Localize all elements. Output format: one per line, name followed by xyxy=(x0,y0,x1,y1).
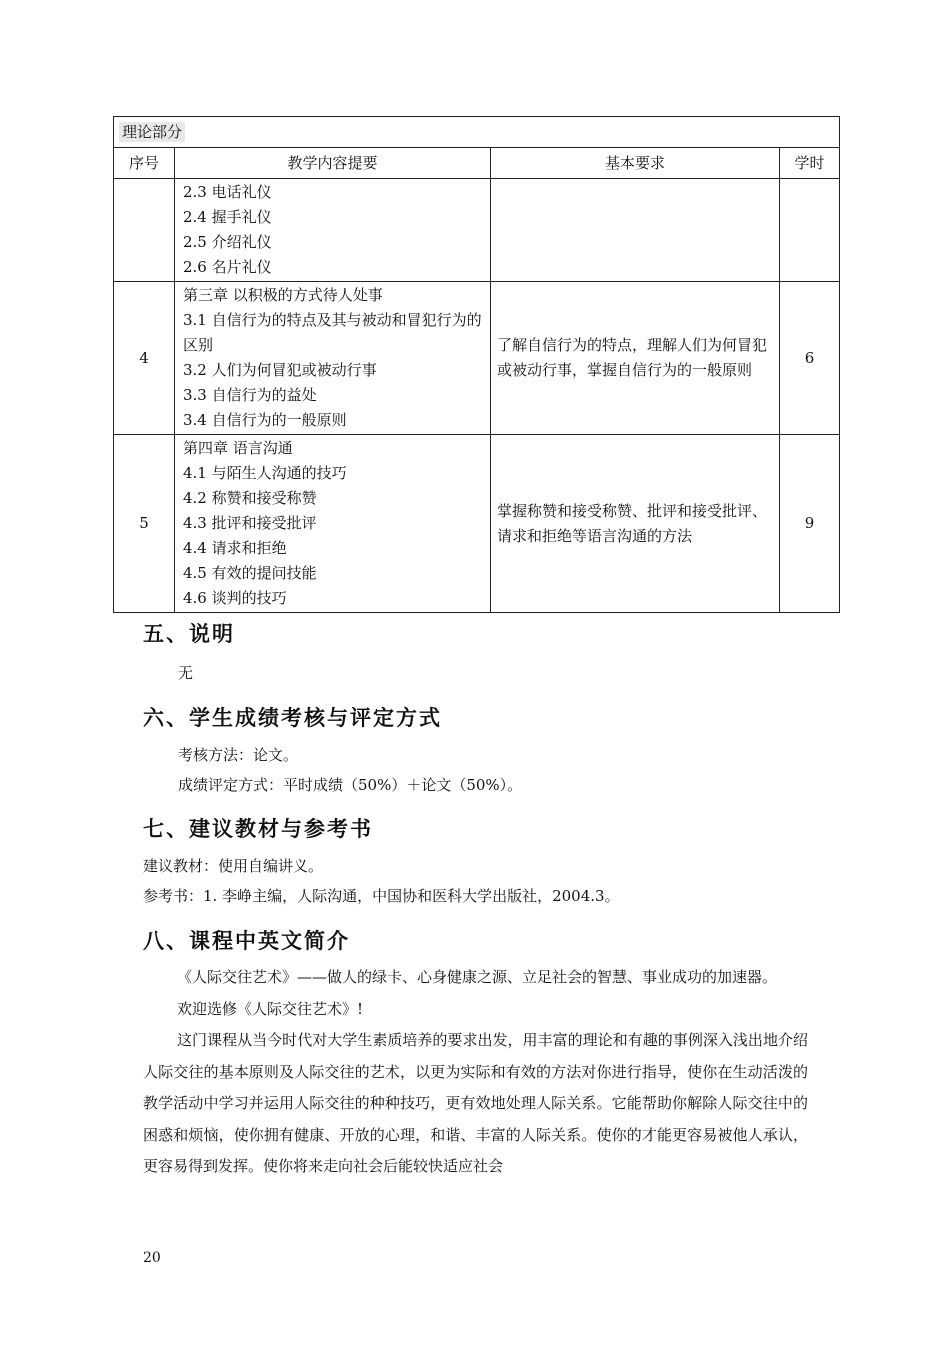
section-label: 理论部分 xyxy=(119,122,185,142)
content-line: 2.3 电话礼仪 xyxy=(183,183,272,201)
section-8-heading: 八、课程中英文简介 xyxy=(143,929,350,953)
row-index: 4 xyxy=(114,282,175,435)
table-section-row xyxy=(114,117,840,148)
row-index xyxy=(114,179,175,282)
row-hours xyxy=(780,179,840,282)
page-number: 20 xyxy=(143,1250,161,1266)
content-line: 4.5 有效的提问技能 xyxy=(183,564,317,582)
content-line: 4.3 批评和接受批评 xyxy=(183,514,317,532)
header-hours: 学时 xyxy=(780,148,840,179)
section-7-heading: 七、建议教材与参考书 xyxy=(143,817,373,841)
table-row xyxy=(114,282,840,435)
content-line: 3.4 自信行为的一般原则 xyxy=(183,411,347,429)
content-line: 第三章 以积极的方式待人处事 xyxy=(183,286,383,304)
row-content xyxy=(175,435,491,613)
content-line: 4.2 称赞和接受称赞 xyxy=(183,489,317,507)
textbook-line: 建议教材：使用自编讲义。 xyxy=(143,857,324,875)
intro-paragraph: 欢迎选修《人际交往艺术》! xyxy=(177,999,364,1018)
row-hours: 6 xyxy=(780,282,840,435)
content-line: 2.4 握手礼仪 xyxy=(183,208,272,226)
row-requirement xyxy=(491,179,780,282)
content-line: 第四章 语言沟通 xyxy=(183,439,293,457)
table-row xyxy=(114,435,840,613)
section-5-heading: 五、说明 xyxy=(143,622,235,646)
header-index: 序号 xyxy=(114,148,175,179)
row-hours: 9 xyxy=(780,435,840,613)
content-line: 4.6 谈判的技巧 xyxy=(183,589,287,607)
row-requirement: 了解自信行为的特点，理解人们为何冒犯或被动行事，掌握自信行为的一般原则 xyxy=(491,282,780,435)
row-index: 5 xyxy=(114,435,175,613)
course-content-table xyxy=(113,116,840,613)
reference-line: 参考书：1. 李峥主编，人际沟通，中国协和医科大学出版社，2004.3。 xyxy=(143,887,620,905)
content-line: 2.5 介绍礼仪 xyxy=(183,233,272,251)
section-5-body: 无 xyxy=(178,664,194,682)
header-requirement: 基本要求 xyxy=(491,148,780,179)
content-line: 3.3 自信行为的益处 xyxy=(183,386,317,404)
row-requirement: 掌握称赞和接受称赞、批评和接受批评、请求和拒绝等语言沟通的方法 xyxy=(491,435,780,613)
row-content xyxy=(175,282,491,435)
intro-paragraph: 《人际交往艺术》——做人的绿卡、心身健康之源、立足社会的智慧、事业成功的加速器。 xyxy=(177,968,778,986)
content-line: 4.4 请求和拒绝 xyxy=(183,539,287,557)
content-line: 3.2 人们为何冒犯或被动行事 xyxy=(183,361,377,379)
content-line: 3.1 自信行为的特点及其与被动和冒犯行为的区别 xyxy=(183,311,482,354)
row-content xyxy=(175,179,491,282)
assessment-method: 考核方法：论文。 xyxy=(178,746,299,764)
section-6-heading: 六、学生成绩考核与评定方式 xyxy=(143,706,442,730)
content-line: 2.6 名片礼仪 xyxy=(183,258,272,276)
grading-method: 成绩评定方式：平时成绩（50%）＋论文（50%）。 xyxy=(178,776,523,794)
table-header-row xyxy=(114,148,840,179)
intro-paragraph: 这门课程从当今时代对大学生素质培养的要求出发，用丰富的理论和有趣的事例深入浅出地介绍人际交往的基本原则及人际交往的艺术，以更为实际和有效的方法对你进行指导，使你在生动活泼的教学活动中学习并运用人际交往的种种技巧，更有效地处理人际关系。它能帮助你解除人际交往中的困惑和烦恼，使你拥有健康、开放的心理，和谐、丰富的人际关系。使你的才能更容易被他人承认，更容易得到发挥。使你将来走向社会后能较快适应社会 xyxy=(143,1031,808,1175)
table-row xyxy=(114,179,840,282)
course-introduction xyxy=(143,962,808,1183)
section-label-cell xyxy=(114,117,840,148)
content-line: 4.1 与陌生人沟通的技巧 xyxy=(183,464,347,482)
header-content: 教学内容提要 xyxy=(175,148,491,179)
